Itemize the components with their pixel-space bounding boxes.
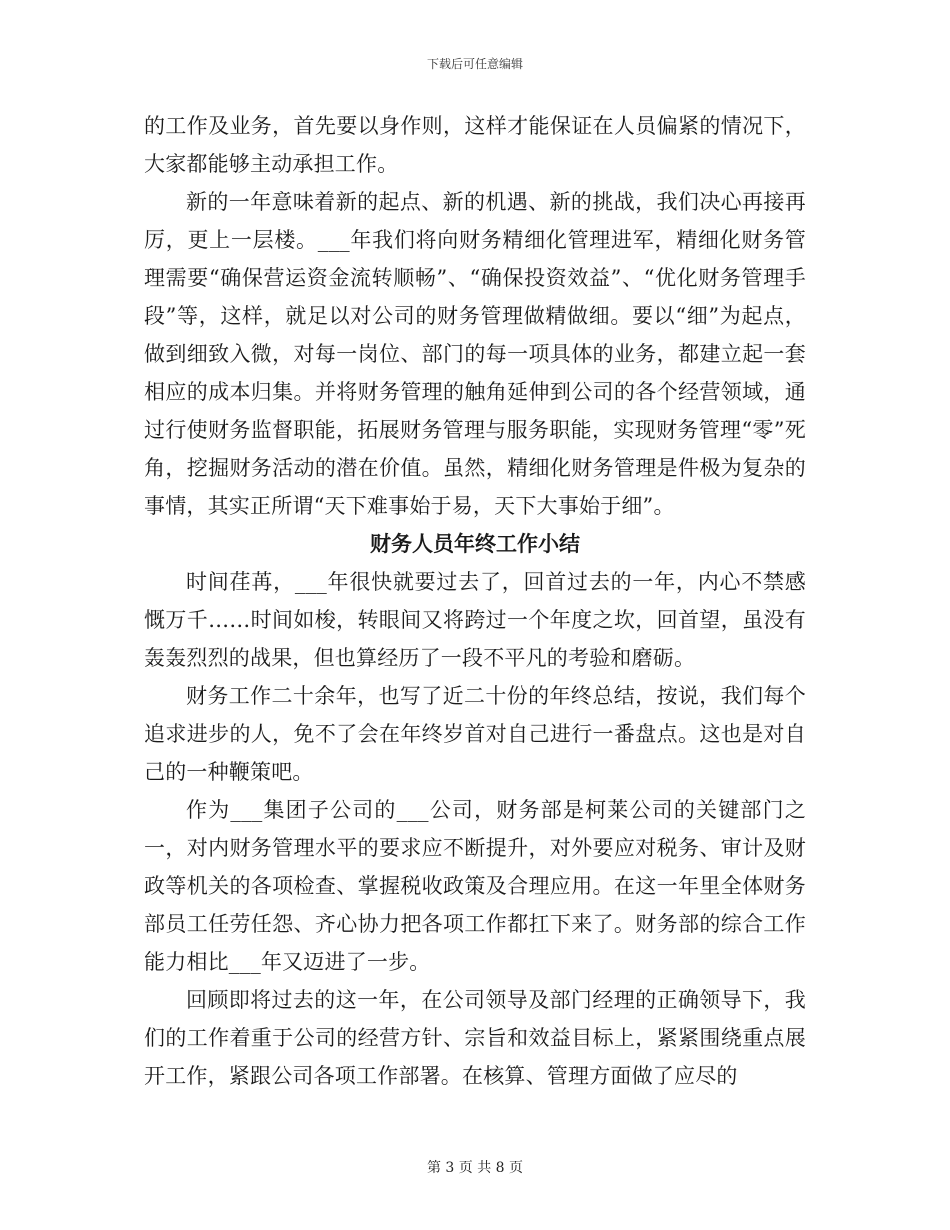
paragraph: 作为___集团子公司的___公司，财务部是柯莱公司的关键部门之一，对内财务管理水平的要求应不断提升，对外要应对税务、审计及财政等机关的各项检查、掌握税收政策及合理应用。在这一年里全体财务部员工任劳任怨、齐心协力把各项工作都扛下来了。财务部的综合工作能力相比___年又迈进了一步。 xyxy=(144,798,806,974)
paragraph: 时间荏苒，___年很快就要过去了，回首过去的一年，内心不禁感慨万千……时间如梭，转眼间又将跨过一个年度之坎，回首望，虽没有轰轰烈烈的战果，但也算经历了一段不平凡的考验和磨砺。 xyxy=(144,570,806,670)
paragraph: 财务工作二十余年，也写了近二十份的年终总结，按说，我们每个追求进步的人，免不了会在年终岁首对自己进行一番盘点。这也是对自己的一种鞭策吧。 xyxy=(144,684,806,784)
section-title: 财务人员年终工作小结 xyxy=(370,531,580,556)
paragraph: 的工作及业务，首先要以身作则，这样才能保证在人员偏紧的情况下，大家都能够主动承担工作。 xyxy=(144,114,806,176)
page-header: 下载后可任意编辑 xyxy=(426,57,523,71)
paragraph: 新的一年意味着新的起点、新的机遇、新的挑战，我们决心再接再厉，更上一层楼。___年我们将向财务精细化管理进军，精细化财务管理需要“确保营运资金流转顺畅”、“确保投资效益”、“优化财务管理手段”等，这样，就足以对公司的财务管理做精做细。要以“细”为起点，做到细致入微，对每一岗位、部门的每一项具体的业务，都建立起一套相应的成本归集。并将财务管理的触角延伸到公司的各个经营领域，通过行使财务监督职能，拓展财务管理与服务职能，实现财务管理“零”死角，挖掘财务活动的潜在价值。虽然，精细化财务管理是件极为复杂的事情，其实正所谓“天下难事始于易，天下大事始于细”。 xyxy=(144,190,806,518)
document-body xyxy=(144,107,806,1095)
paragraph: 回顾即将过去的这一年，在公司领导及部门经理的正确领导下，我们的工作着重于公司的经营方针、宗旨和效益目标上，紧紧围绕重点展开工作，紧跟公司各项工作部署。在核算、管理方面做了应尽的 xyxy=(144,988,806,1088)
page-number: 第 3 页 共 8 页 xyxy=(426,1160,524,1176)
